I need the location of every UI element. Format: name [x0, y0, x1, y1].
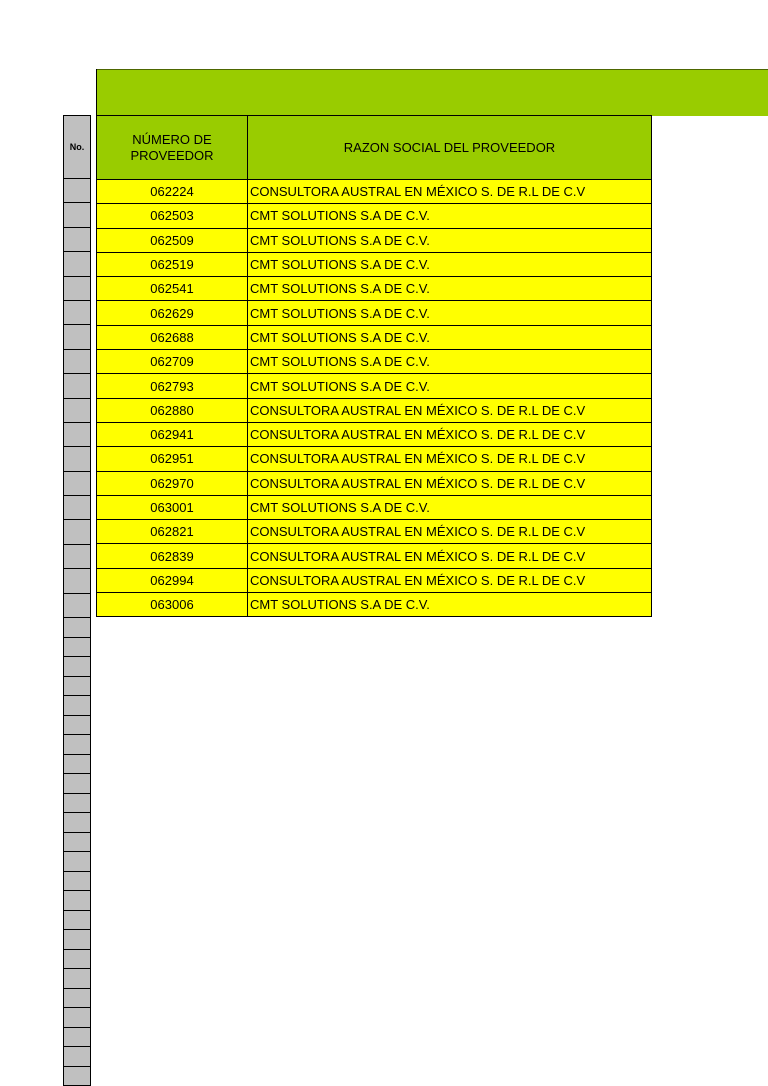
row-number-column: [63, 115, 91, 1086]
table-row[interactable]: [97, 447, 652, 471]
supplier-name-cell[interactable]: CMT SOLUTIONS S.A DE C.V.: [248, 301, 652, 325]
supplier-name-cell[interactable]: CONSULTORA AUSTRAL EN MÉXICO S. DE R.L DE C.V: [248, 447, 652, 471]
row-number-cell: [63, 399, 91, 423]
table-row[interactable]: [97, 252, 652, 276]
supplier-number-cell[interactable]: 062509: [97, 228, 248, 252]
row-number-cell: [63, 774, 91, 794]
supplier-name-cell[interactable]: CONSULTORA AUSTRAL EN MÉXICO S. DE R.L DE C.V: [248, 568, 652, 592]
row-number-cell: [63, 657, 91, 677]
table-row[interactable]: [97, 228, 652, 252]
no-header: No.: [63, 115, 91, 179]
row-number-cell: [63, 755, 91, 775]
row-number-cell: [63, 301, 91, 325]
table-row[interactable]: [97, 277, 652, 301]
table-row[interactable]: [97, 374, 652, 398]
supplier-number-cell[interactable]: 062709: [97, 350, 248, 374]
row-number-cell: [63, 325, 91, 349]
title-band-border: [96, 69, 97, 115]
table-row[interactable]: [97, 301, 652, 325]
row-number-cell: [63, 618, 91, 638]
supplier-number-cell[interactable]: 062503: [97, 204, 248, 228]
table-row[interactable]: [97, 180, 652, 204]
supplier-number-cell[interactable]: 062941: [97, 422, 248, 446]
supplier-number-cell[interactable]: 062821: [97, 520, 248, 544]
table-row[interactable]: [97, 325, 652, 349]
supplier-name-cell[interactable]: CMT SOLUTIONS S.A DE C.V.: [248, 252, 652, 276]
row-number-cell: [63, 569, 91, 593]
row-number-cell: [63, 277, 91, 301]
row-number-cell: [63, 930, 91, 950]
row-number-cell: [63, 813, 91, 833]
row-number-cell: [63, 1008, 91, 1028]
supplier-number-cell[interactable]: 063001: [97, 495, 248, 519]
row-number-cell: [63, 252, 91, 276]
supplier-name-cell[interactable]: CMT SOLUTIONS S.A DE C.V.: [248, 325, 652, 349]
row-number-cell: [63, 350, 91, 374]
suppliers-table: [96, 115, 652, 617]
table-row[interactable]: [97, 593, 652, 617]
supplier-number-cell[interactable]: 062541: [97, 277, 248, 301]
supplier-name-cell[interactable]: CONSULTORA AUSTRAL EN MÉXICO S. DE R.L DE C.V: [248, 180, 652, 204]
supplier-number-cell[interactable]: 062970: [97, 471, 248, 495]
supplier-name-cell[interactable]: CONSULTORA AUSTRAL EN MÉXICO S. DE R.L DE C.V: [248, 398, 652, 422]
table-row[interactable]: [97, 471, 652, 495]
supplier-name-cell[interactable]: CONSULTORA AUSTRAL EN MÉXICO S. DE R.L DE C.V: [248, 544, 652, 568]
row-number-cell: [63, 472, 91, 496]
title-band: [96, 69, 768, 116]
supplier-name-cell[interactable]: CONSULTORA AUSTRAL EN MÉXICO S. DE R.L DE C.V: [248, 520, 652, 544]
numero-header: NÚMERO DE PROVEEDOR: [97, 116, 248, 180]
row-number-cell: [63, 594, 91, 618]
row-number-cell: [63, 1067, 91, 1086]
supplier-name-cell[interactable]: CMT SOLUTIONS S.A DE C.V.: [248, 204, 652, 228]
row-number-cell: [63, 794, 91, 814]
table-row[interactable]: [97, 398, 652, 422]
supplier-name-cell[interactable]: CMT SOLUTIONS S.A DE C.V.: [248, 495, 652, 519]
supplier-name-cell[interactable]: CMT SOLUTIONS S.A DE C.V.: [248, 374, 652, 398]
row-number-cell: [63, 833, 91, 853]
table-header-row: [97, 116, 652, 180]
row-number-cell: [63, 545, 91, 569]
supplier-number-cell[interactable]: 062793: [97, 374, 248, 398]
table-row[interactable]: [97, 350, 652, 374]
row-number-cell: [63, 520, 91, 544]
row-number-cell: [63, 447, 91, 471]
table-row[interactable]: [97, 204, 652, 228]
row-number-cell: [63, 950, 91, 970]
row-number-cell: [63, 911, 91, 931]
supplier-number-cell[interactable]: 063006: [97, 593, 248, 617]
supplier-number-cell[interactable]: 062839: [97, 544, 248, 568]
row-number-cell: [63, 1047, 91, 1067]
row-number-cell: [63, 989, 91, 1009]
row-number-cell: [63, 1028, 91, 1048]
table-row[interactable]: [97, 568, 652, 592]
row-number-cell: [63, 852, 91, 872]
row-number-cell: [63, 716, 91, 736]
row-number-cell: [63, 423, 91, 447]
supplier-name-cell[interactable]: CMT SOLUTIONS S.A DE C.V.: [248, 350, 652, 374]
row-number-cell: [63, 872, 91, 892]
supplier-number-cell[interactable]: 062224: [97, 180, 248, 204]
supplier-number-cell[interactable]: 062629: [97, 301, 248, 325]
supplier-name-cell[interactable]: CONSULTORA AUSTRAL EN MÉXICO S. DE R.L DE C.V: [248, 422, 652, 446]
row-number-cell: [63, 638, 91, 658]
row-number-cell: [63, 203, 91, 227]
row-number-cell: [63, 696, 91, 716]
table-row[interactable]: [97, 422, 652, 446]
supplier-name-cell[interactable]: CMT SOLUTIONS S.A DE C.V.: [248, 277, 652, 301]
supplier-name-cell[interactable]: CMT SOLUTIONS S.A DE C.V.: [248, 228, 652, 252]
supplier-name-cell[interactable]: CMT SOLUTIONS S.A DE C.V.: [248, 593, 652, 617]
row-number-cell: [63, 969, 91, 989]
supplier-name-cell[interactable]: CONSULTORA AUSTRAL EN MÉXICO S. DE R.L DE C.V: [248, 471, 652, 495]
supplier-number-cell[interactable]: 062880: [97, 398, 248, 422]
row-number-cell: [63, 735, 91, 755]
row-number-cell: [63, 677, 91, 697]
supplier-number-cell[interactable]: 062951: [97, 447, 248, 471]
row-number-cell: [63, 179, 91, 203]
row-number-cell: [63, 496, 91, 520]
table-row[interactable]: [97, 520, 652, 544]
row-number-cell: [63, 228, 91, 252]
razon-header: RAZON SOCIAL DEL PROVEEDOR: [248, 116, 652, 180]
supplier-number-cell[interactable]: 062688: [97, 325, 248, 349]
supplier-number-cell[interactable]: 062994: [97, 568, 248, 592]
table-row[interactable]: [97, 495, 652, 519]
row-number-cell: [63, 891, 91, 911]
row-number-cell: [63, 374, 91, 398]
table-row[interactable]: [97, 544, 652, 568]
supplier-number-cell[interactable]: 062519: [97, 252, 248, 276]
